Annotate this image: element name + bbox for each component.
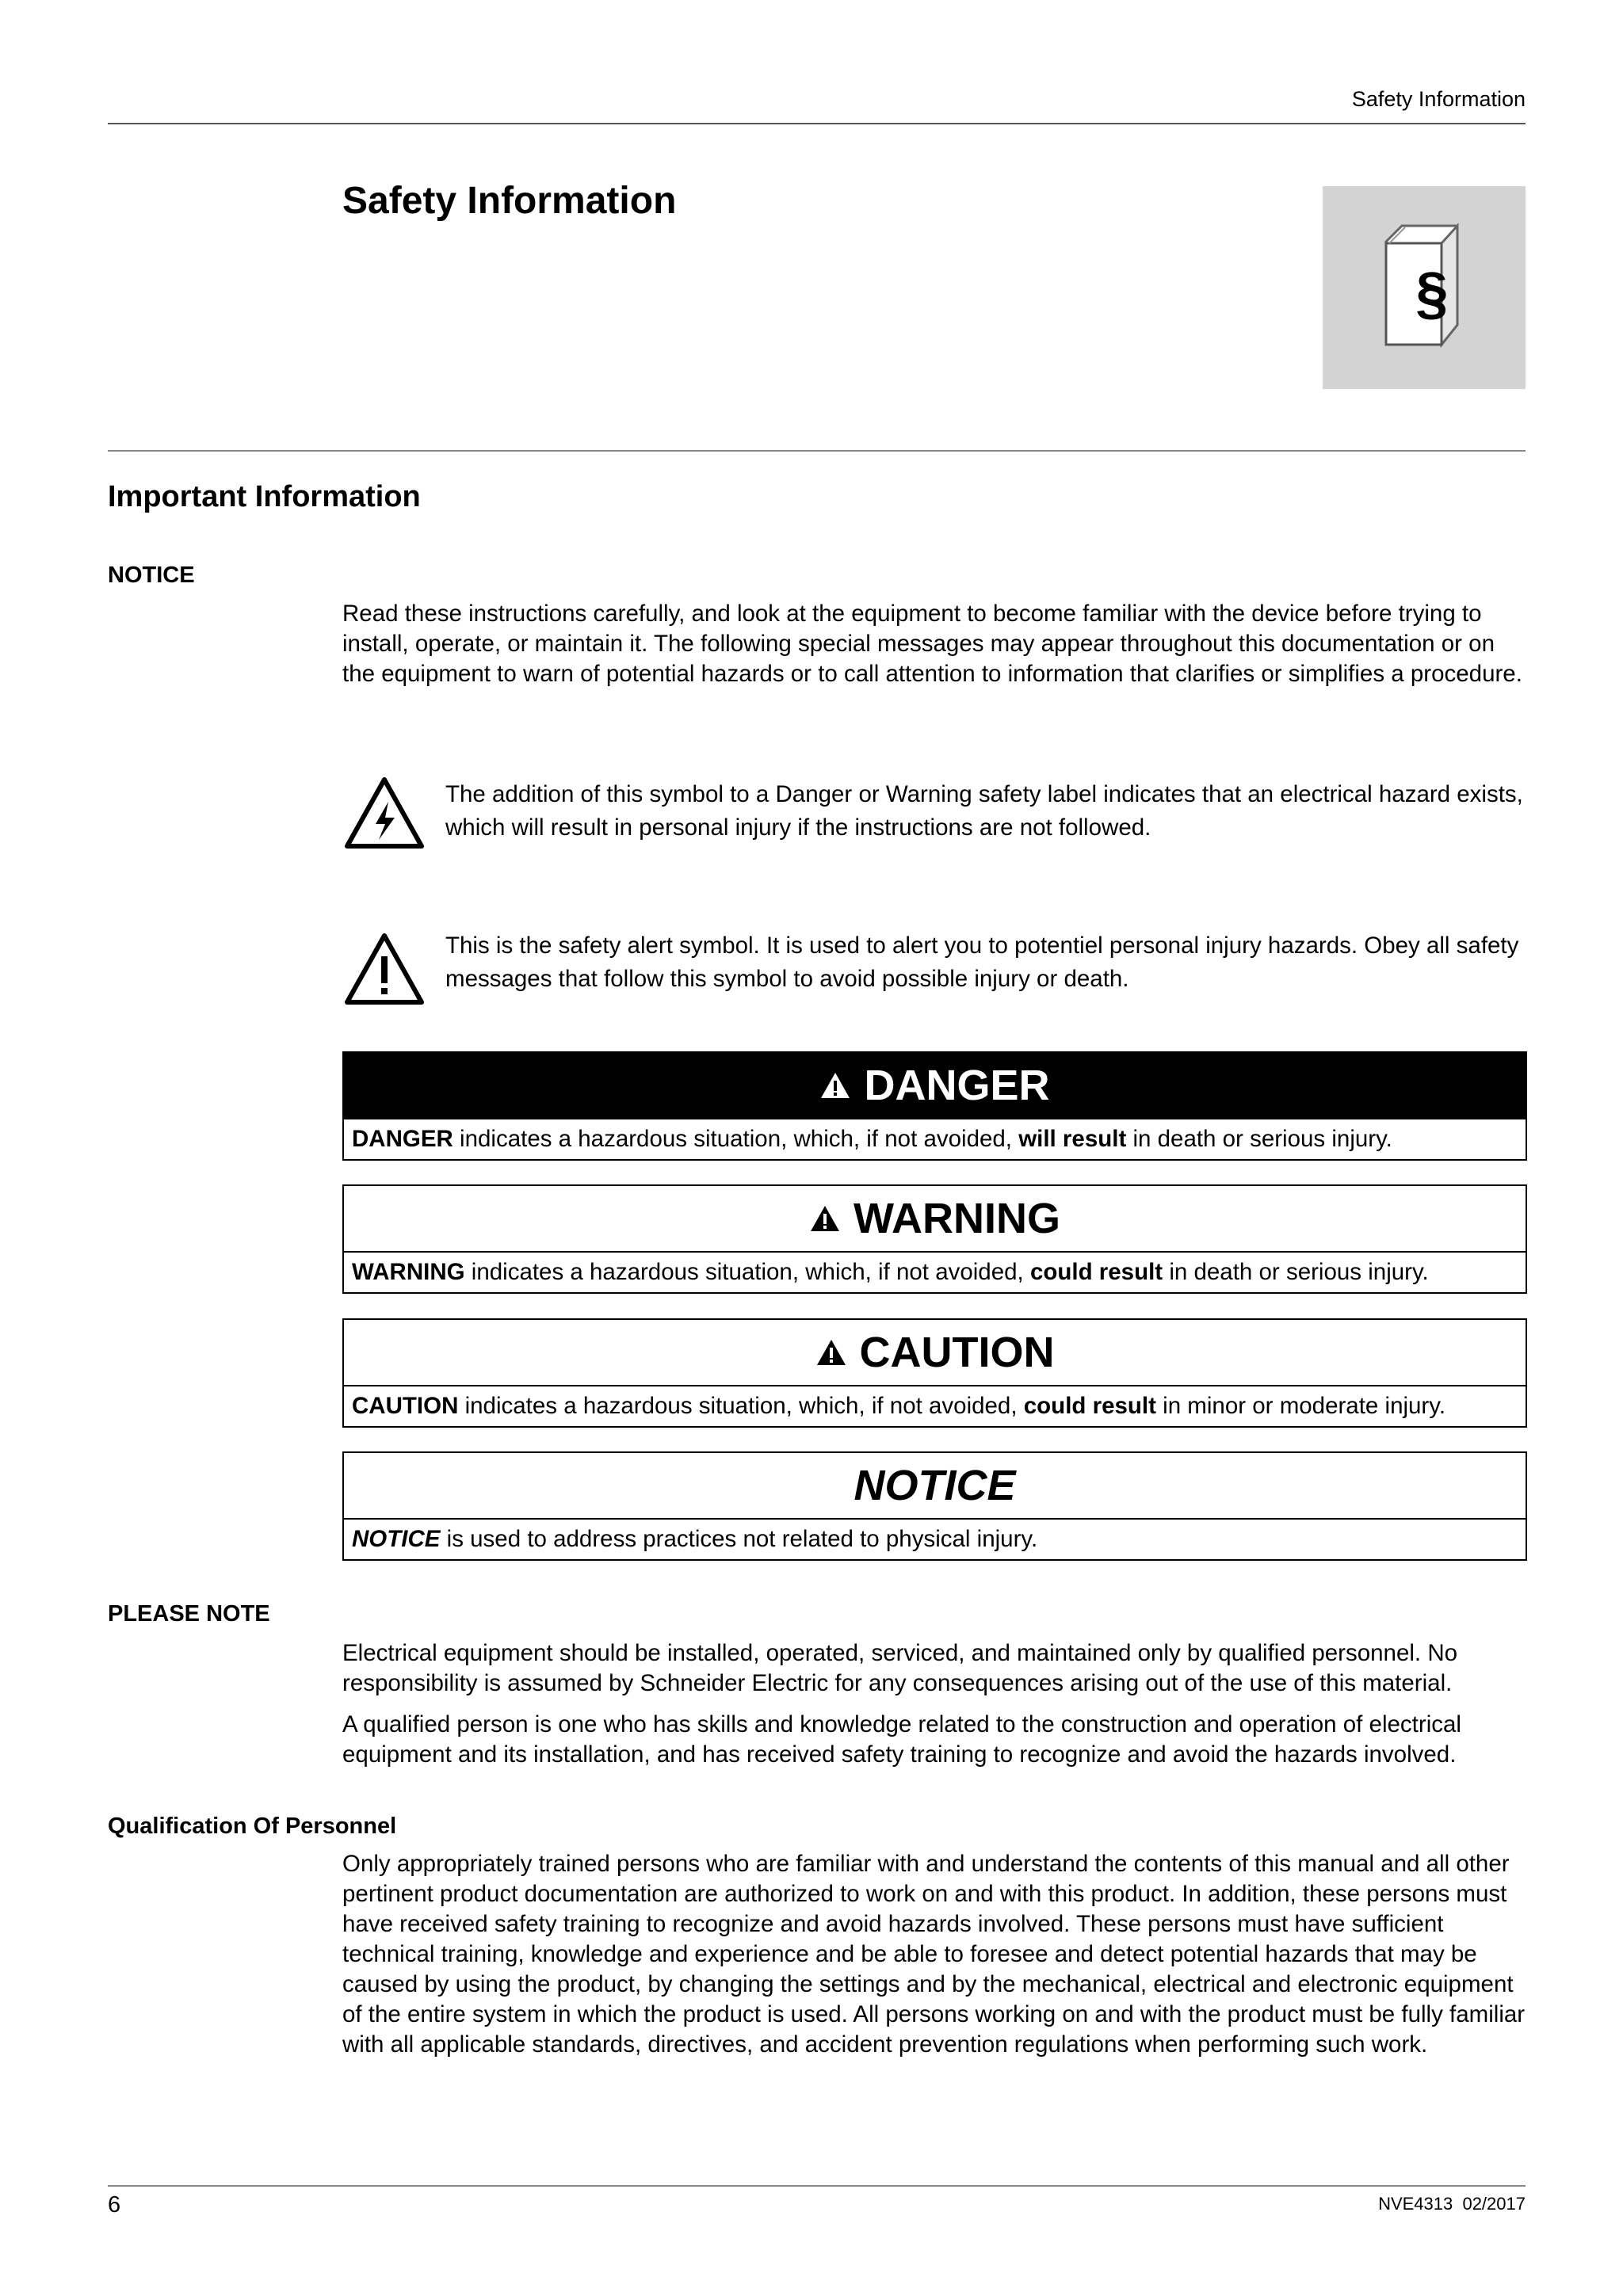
notice-message-box <box>342 1451 1527 1561</box>
alert-symbol-description: This is the safety alert symbol. It is used to alert you to potentiel personal injury hazards. Obey all safety messages that follow this symbol to avoid possible injury or death. <box>445 933 1519 992</box>
warning-triangle-icon <box>809 1204 841 1233</box>
warning-triangle-icon <box>819 1071 851 1100</box>
warning-header <box>344 1186 1526 1253</box>
running-header: Safety Information <box>1351 87 1526 111</box>
warning-message-box <box>342 1184 1527 1294</box>
warning-title: WARNING <box>854 1195 1060 1242</box>
book-icon <box>1323 186 1526 389</box>
qualification-paragraph: Only appropriately trained persons who are familiar with and understand the contents of this manual and all other pertinent product documentation are authorized to work on and with this product. In addition, these persons must have received safety training to recognize and avoid hazards involved. These persons must have sufficient technical training, knowledge and experience and be able to foresee and detect potential hazards that may be caused by using the product, by changing the settings and by the mechanical, electrical and electronic equipment of the entire system in which the product is used. All persons working on and with the product must be fully familiar with all applicable standards, directives, and accident prevention regulations when performing such work. <box>342 1851 1526 2058</box>
warning-triangle-icon <box>815 1338 847 1367</box>
book-section-icon <box>1323 186 1526 389</box>
please-note-label: PLEASE NOTE <box>108 1601 270 1627</box>
please-note-body <box>342 1638 1526 1781</box>
page-title: Safety Information <box>342 180 677 222</box>
danger-description: DANGER indicates a hazardous situation, which, if not avoided, will result in death or serious injury. <box>352 1126 1392 1152</box>
section-divider <box>108 450 1526 452</box>
warning-description: WARNING indicates a hazardous situation, which, if not avoided, could result in death or serious injury. <box>352 1259 1429 1285</box>
please-note-paragraph-2: A qualified person is one who has skills and knowledge related to the construction and operation of electrical equipment and its installation, and has received safety training to recognize and avoid the hazards involved. <box>342 1711 1461 1768</box>
notice-header <box>344 1453 1526 1520</box>
page-number: 6 <box>108 2192 121 2218</box>
danger-message-box <box>342 1051 1527 1161</box>
notice-paragraph: Read these instructions carefully, and look at the equipment to become familiar with the device before trying to install, operate, or maintain it. The following special messages may appear throughout this documentation or on the equipment to warn of potential hazards or to call attention to information that clarifies or simplifies a procedure. <box>342 601 1522 687</box>
notice-description: NOTICE is used to address practices not related to physical injury. <box>352 1526 1038 1552</box>
document-reference: NVE4313 02/2017 <box>1378 2194 1526 2214</box>
safety-alert-icon <box>342 931 426 1013</box>
notice-label: NOTICE <box>108 563 195 588</box>
electrical-symbol-description: The addition of this symbol to a Danger or Warning safety label indicates that an electrical hazard exists, which will result in personal injury if the instructions are not followed. <box>445 781 1523 841</box>
footer-divider <box>108 2185 1526 2187</box>
caution-header <box>344 1320 1526 1386</box>
please-note-paragraph-1: Electrical equipment should be installed, operated, serviced, and maintained only by qualified personnel. No responsibility is assumed by Schneider Electric for any consequences arising out of the use of this material. <box>342 1640 1458 1696</box>
notice-title: NOTICE <box>854 1462 1016 1509</box>
caution-message-box <box>342 1318 1527 1428</box>
qualification-label: Qualification Of Personnel <box>108 1814 397 1839</box>
section-sign-glyph: § <box>1415 260 1449 326</box>
danger-header <box>344 1053 1526 1119</box>
section-heading: Important Information <box>108 480 421 513</box>
header-divider <box>108 123 1526 124</box>
caution-description: CAUTION indicates a hazardous situation, which, if not avoided, could result in minor or moderate injury. <box>352 1393 1446 1419</box>
electrical-hazard-icon <box>342 775 426 856</box>
caution-title: CAUTION <box>859 1329 1055 1376</box>
danger-title: DANGER <box>864 1062 1050 1109</box>
